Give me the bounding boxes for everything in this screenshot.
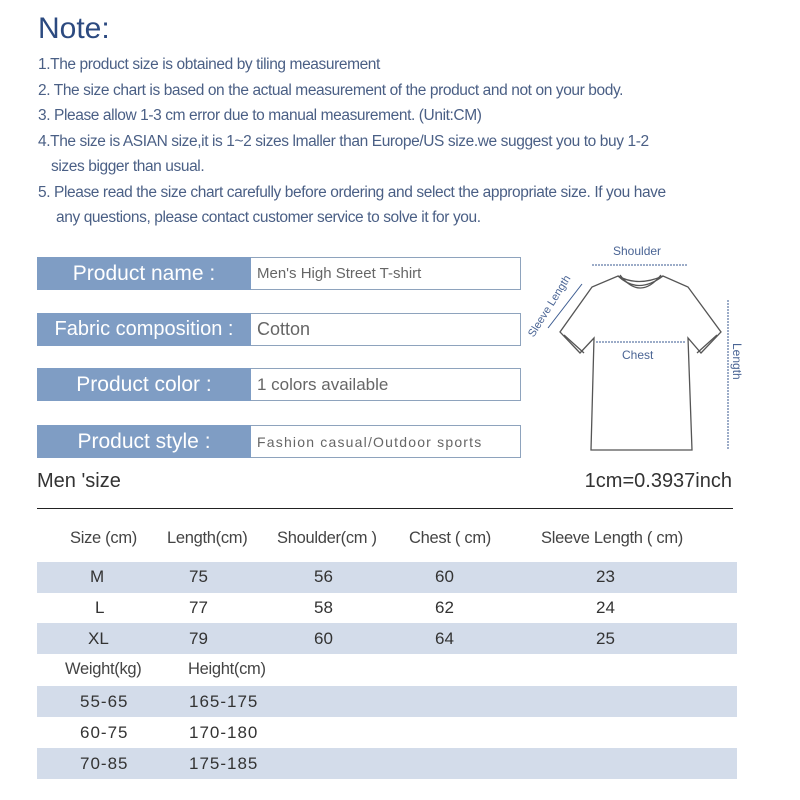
header-chest: Chest ( cm)	[409, 529, 491, 547]
cell-weight: 55-65	[80, 692, 129, 711]
row-band-xl	[37, 623, 737, 654]
header-height: Height(cm)	[188, 660, 266, 678]
shoulder-label: Shoulder	[613, 244, 662, 258]
section-divider	[37, 508, 733, 509]
cell-sleeve: 25	[596, 629, 615, 648]
cell-chest: 62	[435, 598, 454, 617]
cell-size: XL	[88, 629, 109, 648]
cell-size: L	[95, 598, 105, 617]
note-line-5: 5. Please read the size chart carefully before ordering and select the appropriate size. If you have	[38, 184, 666, 201]
cell-weight: 70-85	[80, 754, 129, 773]
tshirt-diagram	[520, 235, 760, 465]
chest-label: Chest	[622, 348, 654, 362]
cell-length: 77	[189, 598, 208, 617]
note-line-1: 1.The product size is obtained by tiling measurement	[38, 56, 380, 73]
style-row	[37, 425, 521, 458]
note-line-5-cont: any questions, please contact customer service to solve it for you.	[56, 209, 481, 226]
cell-weight: 60-75	[80, 723, 129, 742]
row-band-m	[37, 562, 737, 593]
cell-sleeve: 24	[596, 598, 615, 617]
product-name-row	[37, 257, 521, 290]
note-line-4-cont: sizes bigger than usual.	[51, 158, 205, 175]
cell-height: 165-175	[189, 692, 259, 711]
cell-length: 79	[189, 629, 208, 648]
cell-chest: 64	[435, 629, 454, 648]
header-length: Length(cm)	[167, 529, 248, 547]
product-name-label: Product name :	[37, 257, 251, 290]
cell-shoulder: 58	[314, 598, 333, 617]
cell-size: M	[90, 567, 105, 586]
cell-chest: 60	[435, 567, 454, 586]
style-value: Fashion casual/Outdoor sports	[251, 425, 521, 458]
color-value: 1 colors available	[251, 368, 521, 401]
header-shoulder: Shoulder(cm )	[277, 529, 377, 547]
row-band-fit-1	[37, 686, 737, 717]
note-line-4: 4.The size is ASIAN size,it is 1~2 sizes lmaller than Europe/US size.we suggest you to buy 1-2	[38, 133, 649, 150]
sleeve-length-label: Sleeve Length	[526, 273, 574, 340]
color-row	[37, 368, 521, 401]
mens-size-title: Men 'size	[37, 470, 121, 492]
color-label: Product color :	[37, 368, 251, 401]
note-line-3: 3. Please allow 1-3 cm error due to manual measurement. (Unit:CM)	[38, 107, 482, 124]
header-weight: Weight(kg)	[65, 660, 142, 678]
length-label: Length	[730, 343, 744, 380]
cell-shoulder: 60	[314, 629, 333, 648]
fabric-label: Fabric composition :	[37, 313, 251, 346]
cell-height: 170-180	[189, 723, 259, 742]
unit-conversion: 1cm=0.3937inch	[584, 470, 732, 492]
product-name-value: Men's High Street T-shirt	[251, 257, 521, 290]
cell-length: 75	[189, 567, 208, 586]
cell-shoulder: 56	[314, 567, 333, 586]
note-line-2: 2. The size chart is based on the actual measurement of the product and not on your body.	[38, 82, 624, 99]
fabric-value: Cotton	[251, 313, 521, 346]
row-band-fit-3	[37, 748, 737, 779]
fabric-row	[37, 313, 521, 346]
cell-sleeve: 23	[596, 567, 615, 586]
style-label: Product style :	[37, 425, 251, 458]
note-title: Note:	[38, 12, 110, 45]
cell-height: 175-185	[189, 754, 259, 773]
header-size: Size (cm)	[70, 529, 137, 547]
header-sleeve-length: Sleeve Length ( cm)	[541, 529, 683, 547]
